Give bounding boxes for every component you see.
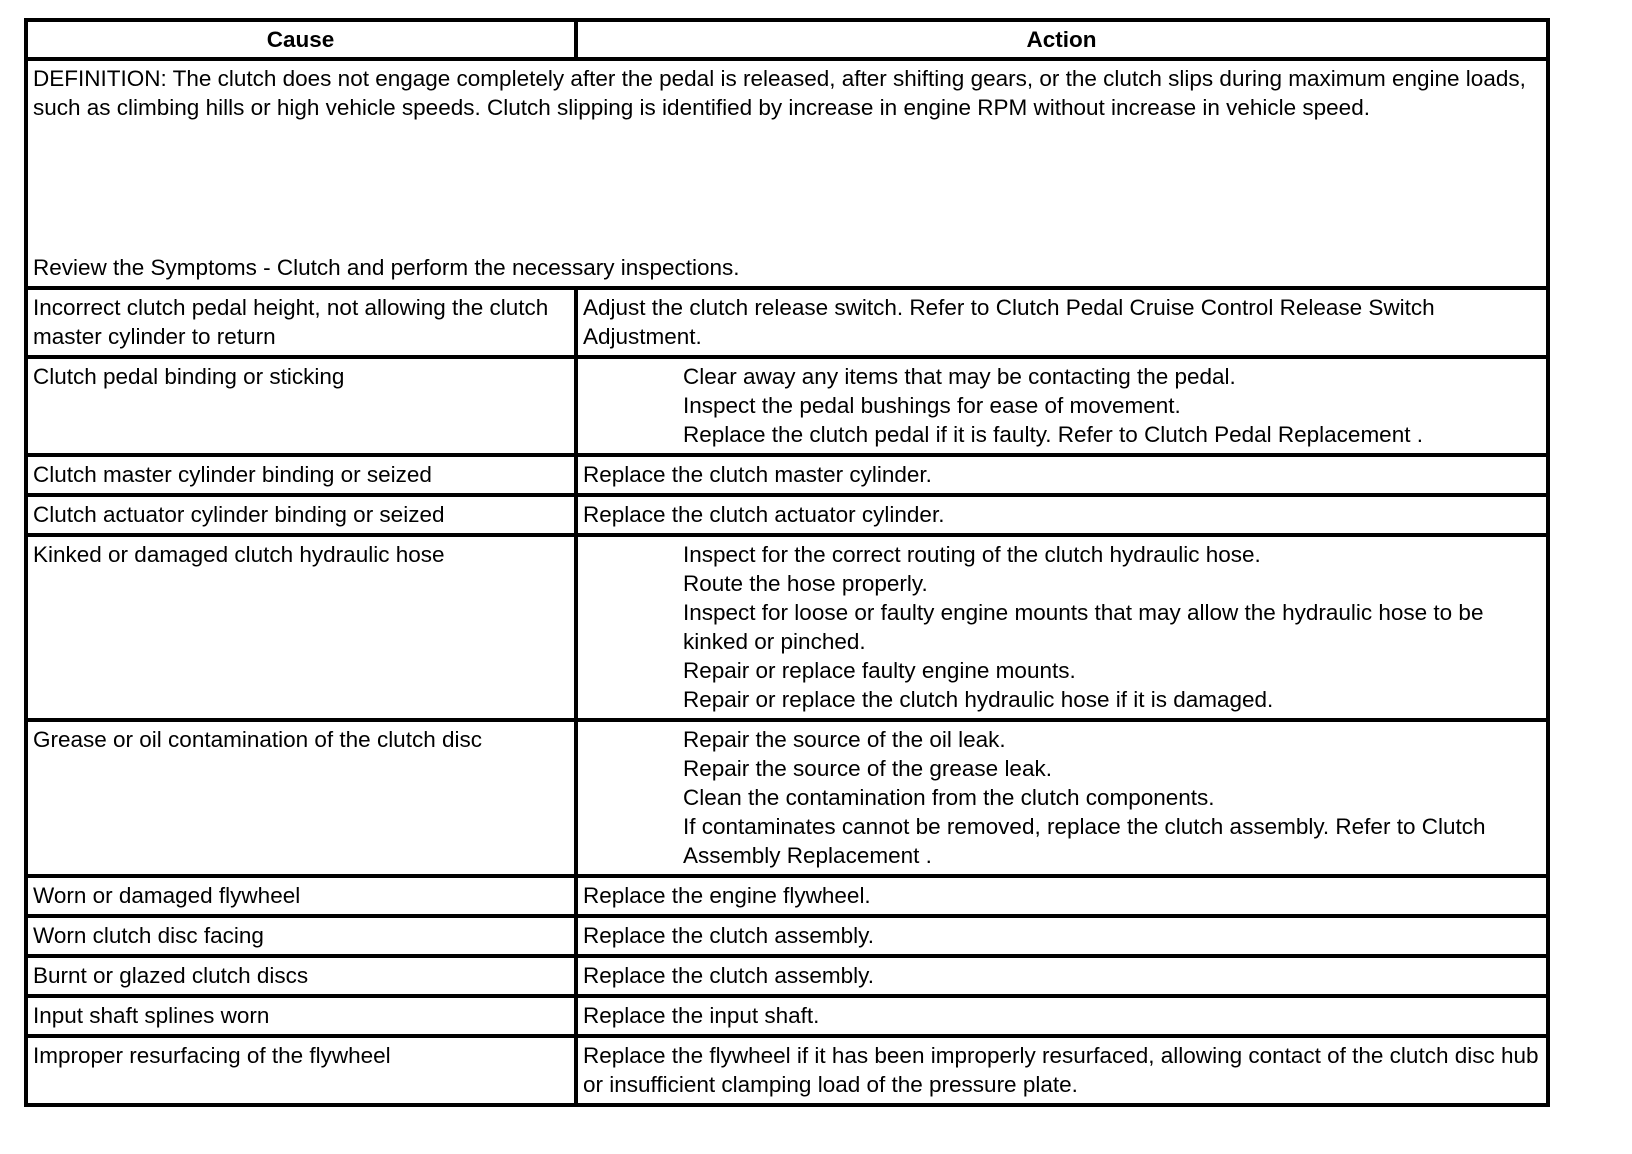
action-step: Inspect for loose or faulty engine mounts that may allow the hydraulic hose to be kinked or pinched. xyxy=(683,600,1484,654)
action-cell xyxy=(576,535,1548,720)
cause-cell: Input shaft splines worn xyxy=(26,996,576,1036)
action-header: Action xyxy=(576,20,1548,59)
action-step: Clean the contamination from the clutch components. xyxy=(683,785,1215,810)
table-body xyxy=(26,59,1548,1105)
action-steps-list xyxy=(583,362,1540,449)
table-row xyxy=(26,455,1548,495)
table-row xyxy=(26,357,1548,455)
cause-cell: Clutch actuator cylinder binding or seized xyxy=(26,495,576,535)
table-row xyxy=(26,495,1548,535)
table-row xyxy=(26,956,1548,996)
action-step: Route the hose properly. xyxy=(683,571,928,596)
action-steps-list xyxy=(583,540,1540,714)
action-step: Repair or replace faulty engine mounts. xyxy=(683,658,1076,683)
cause-cell: Worn or damaged flywheel xyxy=(26,876,576,916)
cause-cell: Grease or oil contamination of the clutch disc xyxy=(26,720,576,876)
action-step: Inspect the pedal bushings for ease of movement. xyxy=(683,393,1181,418)
table-row xyxy=(26,720,1548,876)
table-row xyxy=(26,876,1548,916)
action-cell xyxy=(576,720,1548,876)
action-step: Repair the source of the oil leak. xyxy=(683,727,1006,752)
cause-cell: Improper resurfacing of the flywheel xyxy=(26,1036,576,1105)
action-step: Inspect for the correct routing of the clutch hydraulic hose. xyxy=(683,542,1261,567)
action-step: Repair or replace the clutch hydraulic hose if it is damaged. xyxy=(683,687,1274,712)
action-cell: Adjust the clutch release switch. Refer to Clutch Pedal Cruise Control Release Switch Adjustment. xyxy=(576,288,1548,357)
action-step: If contaminates cannot be removed, replace the clutch assembly. Refer to Clutch Assembly Replacement . xyxy=(683,814,1486,868)
definition-cell xyxy=(26,59,1548,288)
action-steps-list xyxy=(583,725,1540,870)
action-cell: Replace the engine flywheel. xyxy=(576,876,1548,916)
table-row xyxy=(26,996,1548,1036)
table-row xyxy=(26,288,1548,357)
diagnostic-table xyxy=(24,18,1550,1107)
table-row xyxy=(26,535,1548,720)
cause-header: Cause xyxy=(26,20,576,59)
review-symptoms-text: Review the Symptoms - Clutch and perform the necessary inspections. xyxy=(33,255,740,280)
action-step: Clear away any items that may be contacting the pedal. xyxy=(683,364,1236,389)
action-cell: Replace the clutch assembly. xyxy=(576,956,1548,996)
action-cell: Replace the clutch master cylinder. xyxy=(576,455,1548,495)
cause-cell: Kinked or damaged clutch hydraulic hose xyxy=(26,535,576,720)
action-cell: Replace the clutch actuator cylinder. xyxy=(576,495,1548,535)
action-cell: Replace the input shaft. xyxy=(576,996,1548,1036)
cause-cell: Burnt or glazed clutch discs xyxy=(26,956,576,996)
action-cell: Replace the flywheel if it has been improperly resurfaced, allowing contact of the clutch disc hub or insufficient clamping load of the pressure plate. xyxy=(576,1036,1548,1105)
cause-cell: Incorrect clutch pedal height, not allowing the clutch master cylinder to return xyxy=(26,288,576,357)
header-row xyxy=(26,20,1548,59)
table-row xyxy=(26,1036,1548,1105)
cause-cell: Clutch master cylinder binding or seized xyxy=(26,455,576,495)
cause-cell: Worn clutch disc facing xyxy=(26,916,576,956)
definition-text: DEFINITION: The clutch does not engage completely after the pedal is released, after shifting gears, or the clutch slips during maximum engine loads, such as climbing hills or high vehicle speeds. Clutch slipping is identified by increase in engine RPM without increase in vehicle speed. xyxy=(33,66,1526,120)
cause-cell: Clutch pedal binding or sticking xyxy=(26,357,576,455)
definition-row xyxy=(26,59,1548,288)
action-cell xyxy=(576,357,1548,455)
action-step: Repair the source of the grease leak. xyxy=(683,756,1052,781)
action-step: Replace the clutch pedal if it is faulty. Refer to Clutch Pedal Replacement . xyxy=(683,422,1423,447)
table-row xyxy=(26,916,1548,956)
action-cell: Replace the clutch assembly. xyxy=(576,916,1548,956)
